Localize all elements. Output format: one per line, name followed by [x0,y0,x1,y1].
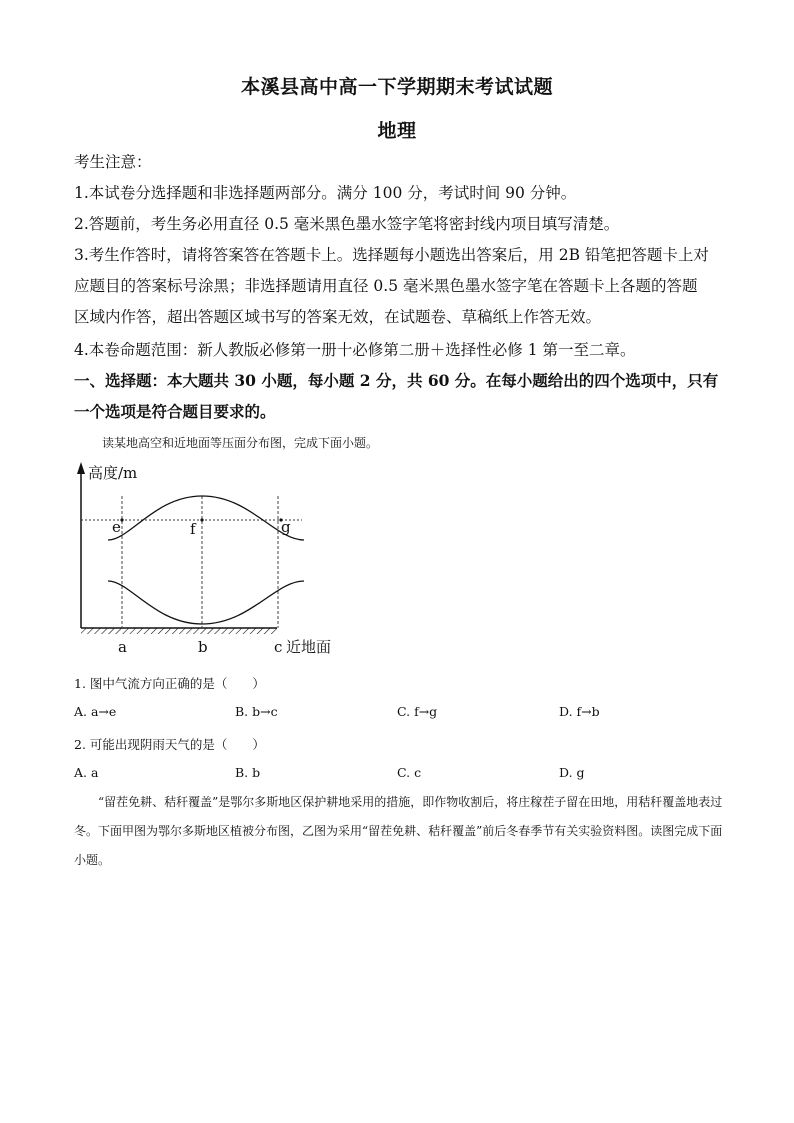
notice-item-3-line-2: 应题目的答案标号涂黑；非选择题请用直径 0.5 毫米黑色墨水签字笔在答题卡上各题的答题 [74,277,698,295]
point-a-label: a [118,638,127,656]
ground-hatch [81,628,277,634]
isobar-figure [70,460,350,660]
notice-item-3-line-1: 3.考生作答时，请将答案答在答题卡上。选择题每小题选出答案后，用 2B 铅笔把答题卡上对 [74,246,709,264]
notice-item-4: 4.本卷命题范围：新人教版必修第一册十必修第二册＋选择性必修 1 第一至二章。 [74,341,636,359]
question-2-option-d[interactable]: D. g [559,765,585,780]
question-1-option-d[interactable]: D. f→b [559,704,600,719]
section-1-instruction-line-2: 一个选项是符合题目要求的。 [74,402,276,421]
question-1-option-b[interactable]: B. b→c [235,704,278,719]
x-axis-label: 近地面 [286,638,332,656]
y-axis-label: 高度/m [88,464,138,482]
point-f-label: f [190,520,196,538]
question-group-intro-2: “留茬免耕、秸秆覆盖”是鄂尔多斯地区保护耕地采用的措施，即作物收割后，将庄稼茬子留在田地，用秸秆覆盖地表过冬。下面甲图为鄂尔多斯地区植被分布图，乙图为采用“留茬免耕、秸秆覆盖”前后冬春季节有关实验资料图。读图完成下面小题。 [74,795,723,867]
upper-isobar-curve [108,496,304,540]
point-b-label: b [198,638,208,656]
exam-title: 本溪县高中高一下学期期末考试试题 [240,76,553,98]
question-2-option-a[interactable]: A. a [74,765,99,780]
question-2-option-c[interactable]: C. c [397,765,422,780]
question-2-option-b[interactable]: B. b [235,765,261,780]
notice-heading: 考生注意： [74,153,152,171]
subject-title: 地理 [377,120,417,142]
point-g-label: g [281,518,291,536]
section-1-instruction-line-1: 一、选择题：本大题共 30 小题，每小题 2 分，共 60 分。在每小题给出的四个选项中，只有 [74,371,719,390]
question-1-option-c[interactable]: C. f→g [397,704,438,719]
y-axis-arrow [77,462,85,474]
question-1-option-a[interactable]: A. a→e [74,704,117,719]
lower-isobar-curve [108,581,304,624]
question-2-stem: 2. 可能出现阴雨天气的是（ ） [74,737,265,752]
question-1-stem: 1. 图中气流方向正确的是（ ） [74,676,265,691]
notice-item-3-line-3: 区域内作答，超出答题区域书写的答案无效，在试题卷、草稿纸上作答无效。 [74,308,602,326]
question-group-intro-1: 读某地高空和近地面等压面分布图，完成下面小题。 [102,436,379,450]
point-c-label: c [274,638,283,656]
notice-item-2: 2.答题前，考生务必用直径 0.5 毫米黑色墨水签字笔将密封线内项目填写清楚。 [74,215,620,233]
point-f-dot [200,518,203,521]
point-e-label: e [112,518,121,536]
notice-item-1: 1.本试卷分选择题和非选择题两部分。满分 100 分，考试时间 90 分钟。 [74,184,577,202]
